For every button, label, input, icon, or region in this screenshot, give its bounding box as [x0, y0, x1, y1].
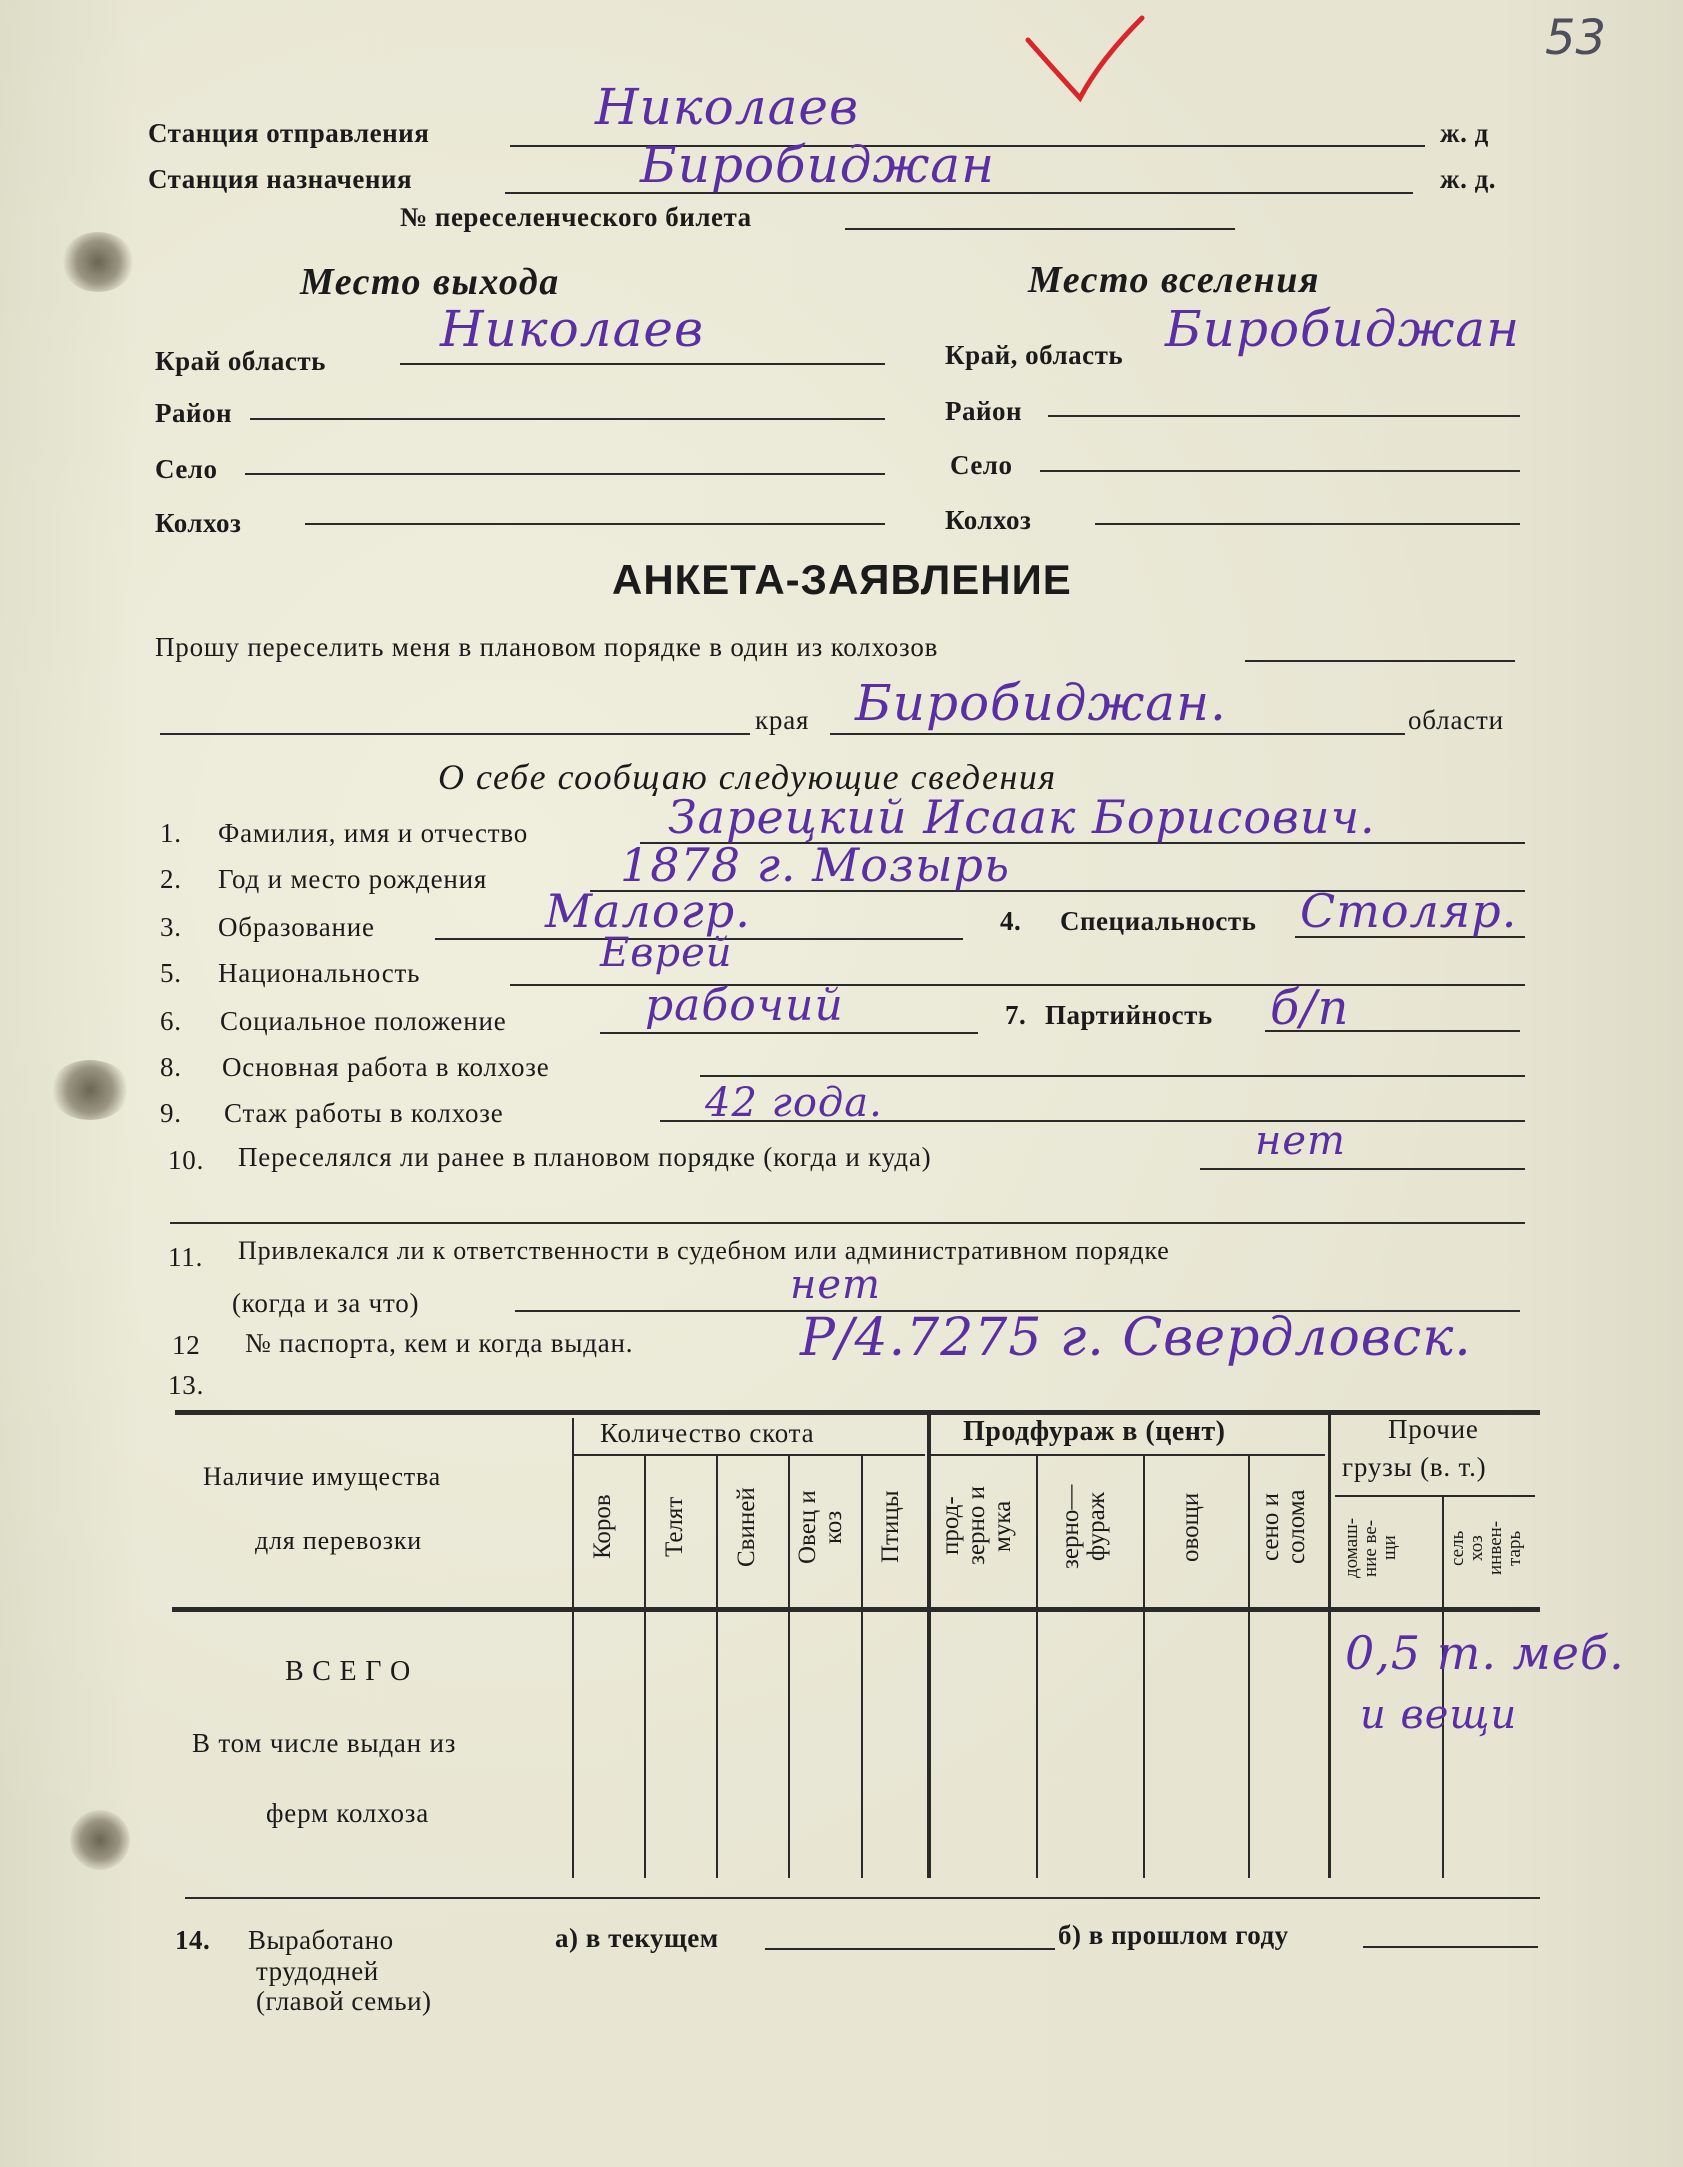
col-farm: сель хоз инвен- тарь — [1447, 1520, 1525, 1576]
item-11-label-1: Привлекался ли к ответственности в судебном или административном порядке — [238, 1236, 1170, 1265]
item-11-value: нет — [790, 1262, 881, 1308]
settle-place-heading: Место вселения — [1028, 259, 1320, 301]
workdays-past-label: б) в прошлом году — [1058, 1920, 1289, 1950]
item-1-label: Фамилия, имя и отчество — [218, 818, 529, 848]
settle-region-label: Край, область — [945, 340, 1124, 370]
item-8-label: Основная работа в колхозе — [222, 1052, 550, 1082]
item-8-line — [700, 1075, 1525, 1077]
exit-kolkhoz-label: Колхоз — [155, 508, 242, 538]
ticket-line — [845, 228, 1235, 230]
table-vline-sep2 — [1328, 1412, 1331, 1878]
settle-kolkhoz-line — [1095, 523, 1520, 525]
table-vline-sep1 — [927, 1412, 931, 1878]
item-7-label: Партийность — [1045, 1000, 1213, 1030]
item-10-label: Переселялся ли ранее в плановом порядке (когда и куда) — [238, 1142, 932, 1172]
col-line-1 — [644, 1456, 646, 1878]
departure-suffix: ж. д — [1440, 118, 1489, 148]
table-row-header-1: Наличие имущества — [203, 1462, 442, 1491]
item-8-number: 8. — [160, 1052, 182, 1082]
punch-hole-1 — [62, 232, 134, 292]
item-12-label: № паспорта, кем и когда выдан. — [245, 1328, 634, 1358]
item-9-number: 9. — [160, 1098, 182, 1128]
col-hay: сено и солома — [1257, 1489, 1310, 1565]
col-pigs: Свиней — [733, 1487, 760, 1567]
col-calves: Телят — [661, 1496, 688, 1558]
item-11-number: 11. — [168, 1242, 204, 1272]
col-birds: Птицы — [877, 1490, 904, 1564]
settle-village-label: Село — [950, 450, 1013, 480]
info-subheading: О себе сообщаю следующие сведения — [438, 757, 1057, 797]
table-bottom-border — [185, 1897, 1540, 1899]
krai-value: Биробиджан. — [855, 674, 1227, 732]
item-9-value: 42 года. — [705, 1080, 883, 1126]
item-2-label: Год и место рождения — [218, 864, 488, 894]
item-2-number: 2. — [160, 864, 182, 894]
krai-line-left — [160, 733, 750, 735]
page-number: 53 — [1545, 10, 1607, 66]
form-title: АНКЕТА-ЗАЯВЛЕНИЕ — [612, 556, 1072, 603]
item-7-number: 7. — [1005, 1000, 1027, 1030]
workdays-current-label: а) в текущем — [555, 1923, 719, 1953]
workdays-past-line — [1363, 1946, 1538, 1948]
exit-village-label: Село — [155, 454, 218, 484]
krai-line-right — [830, 733, 1405, 735]
ticket-label: № переселенческого билета — [400, 202, 752, 232]
item-13-number: 13. — [168, 1370, 205, 1400]
group-other-1: Прочие — [1388, 1414, 1479, 1444]
item-5-value: Еврей — [600, 930, 733, 976]
item-3-value: Малогр. — [545, 884, 751, 938]
destination-suffix: ж. д. — [1440, 164, 1496, 194]
workdays-label-3: (главой семьи) — [256, 1986, 432, 2016]
group-livestock: Количество скота — [600, 1418, 815, 1448]
table-vline-0 — [572, 1418, 574, 1878]
col-household: домаш- ние ве- щи — [1341, 1517, 1400, 1579]
settle-kolkhoz-label: Колхоз — [945, 505, 1032, 535]
request-text: Прошу переселить меня в плановом порядке в один из колхозов — [155, 632, 939, 662]
item-5-label: Национальность — [218, 958, 421, 988]
item-6-line — [600, 1032, 978, 1034]
exit-region-value: Николаев — [440, 300, 705, 358]
settle-village-line — [1040, 470, 1520, 472]
exit-village-line — [245, 473, 885, 475]
item-10-number: 10. — [168, 1145, 205, 1175]
settle-district-label: Район — [945, 396, 1023, 426]
exit-district-line — [250, 418, 885, 420]
item-6-label: Социальное положение — [220, 1006, 507, 1036]
table-row-header-2: для перевозки — [255, 1526, 422, 1555]
exit-district-label: Район — [155, 398, 233, 428]
workdays-label-1: Выработано — [248, 1925, 394, 1955]
table-top-border — [175, 1410, 1540, 1415]
group-fodder: Продфураж в (цент) — [963, 1416, 1226, 1447]
item-4-label: Специальность — [1060, 906, 1257, 936]
exit-kolkhoz-line — [305, 523, 885, 525]
oblast-label: области — [1408, 705, 1504, 735]
item-11-label-2: (когда и за что) — [232, 1288, 420, 1318]
departure-value: Николаев — [595, 78, 860, 136]
other-value-2: и вещи — [1360, 1692, 1518, 1738]
exit-place-heading: Место выхода — [300, 261, 560, 303]
item-9-label: Стаж работы в колхозе — [224, 1098, 504, 1128]
destination-value: Биробиджан — [640, 136, 996, 194]
total-label: В С Е Г О — [285, 1656, 412, 1687]
departure-label: Станция отправления — [148, 118, 430, 148]
destination-label: Станция назначения — [148, 164, 413, 194]
col-line-4 — [861, 1456, 863, 1878]
punch-hole-3 — [70, 1810, 130, 1870]
col-line-6 — [1143, 1456, 1145, 1878]
other-group-line — [1335, 1495, 1535, 1497]
settle-region-value: Биробиджан — [1165, 300, 1521, 358]
col-line-3 — [788, 1456, 790, 1878]
incl-label-1: В том числе выдан из — [192, 1728, 457, 1758]
exit-region-line — [400, 363, 885, 365]
col-line-7 — [1248, 1456, 1250, 1878]
group-other-2: грузы (в. т.) — [1342, 1452, 1487, 1482]
item-12-number: 12 — [172, 1330, 201, 1360]
col-cows: Коров — [589, 1494, 616, 1560]
krai-label: края — [755, 705, 810, 735]
item-14-number: 14. — [175, 1925, 211, 1955]
livestock-group-line — [574, 1454, 925, 1456]
item-2-value: 1878 г. Мозырь — [620, 838, 1011, 892]
workdays-current-line — [765, 1948, 1055, 1950]
item-4-number: 4. — [1000, 906, 1022, 936]
col-sheep: Овец и коз — [794, 1490, 847, 1564]
workdays-label-2: трудодней — [256, 1956, 379, 1986]
item-6-value: рабочий — [645, 980, 844, 1031]
item-10-value: нет — [1255, 1118, 1346, 1164]
request-line — [1245, 660, 1515, 662]
incl-label-2: ферм колхоза — [266, 1798, 429, 1828]
check-mark-icon — [1020, 10, 1150, 105]
fodder-group-line — [929, 1454, 1325, 1456]
item-3-number: 3. — [160, 912, 182, 942]
col-line-2 — [716, 1456, 718, 1878]
item-7-value: б/п — [1270, 980, 1350, 1036]
punch-hole-2 — [50, 1060, 130, 1120]
item-10-line — [1200, 1168, 1525, 1170]
col-line-8 — [1442, 1497, 1444, 1878]
item-4-value: Столяр. — [1300, 884, 1518, 938]
col-grain: прод- зерно и мука — [937, 1486, 1016, 1566]
col-forage: зерно— фураж — [1057, 1484, 1110, 1570]
settle-district-line — [1048, 415, 1520, 417]
item-6-number: 6. — [160, 1006, 182, 1036]
item-1-number: 1. — [160, 818, 182, 848]
item-12-value: Р/4.7275 г. Свердловск. — [800, 1308, 1472, 1368]
exit-region-label: Край область — [155, 346, 326, 376]
item-10-line-2 — [170, 1222, 1525, 1224]
col-line-5 — [1036, 1456, 1038, 1878]
table-header-bottom — [172, 1607, 1540, 1612]
item-3-label: Образование — [218, 912, 375, 942]
other-value-1: 0,5 т. меб. — [1345, 1626, 1625, 1680]
item-5-number: 5. — [160, 958, 182, 988]
col-veg: овощи — [1177, 1492, 1204, 1562]
item-1-value: Зарецкий Исаак Борисович. — [668, 790, 1376, 844]
